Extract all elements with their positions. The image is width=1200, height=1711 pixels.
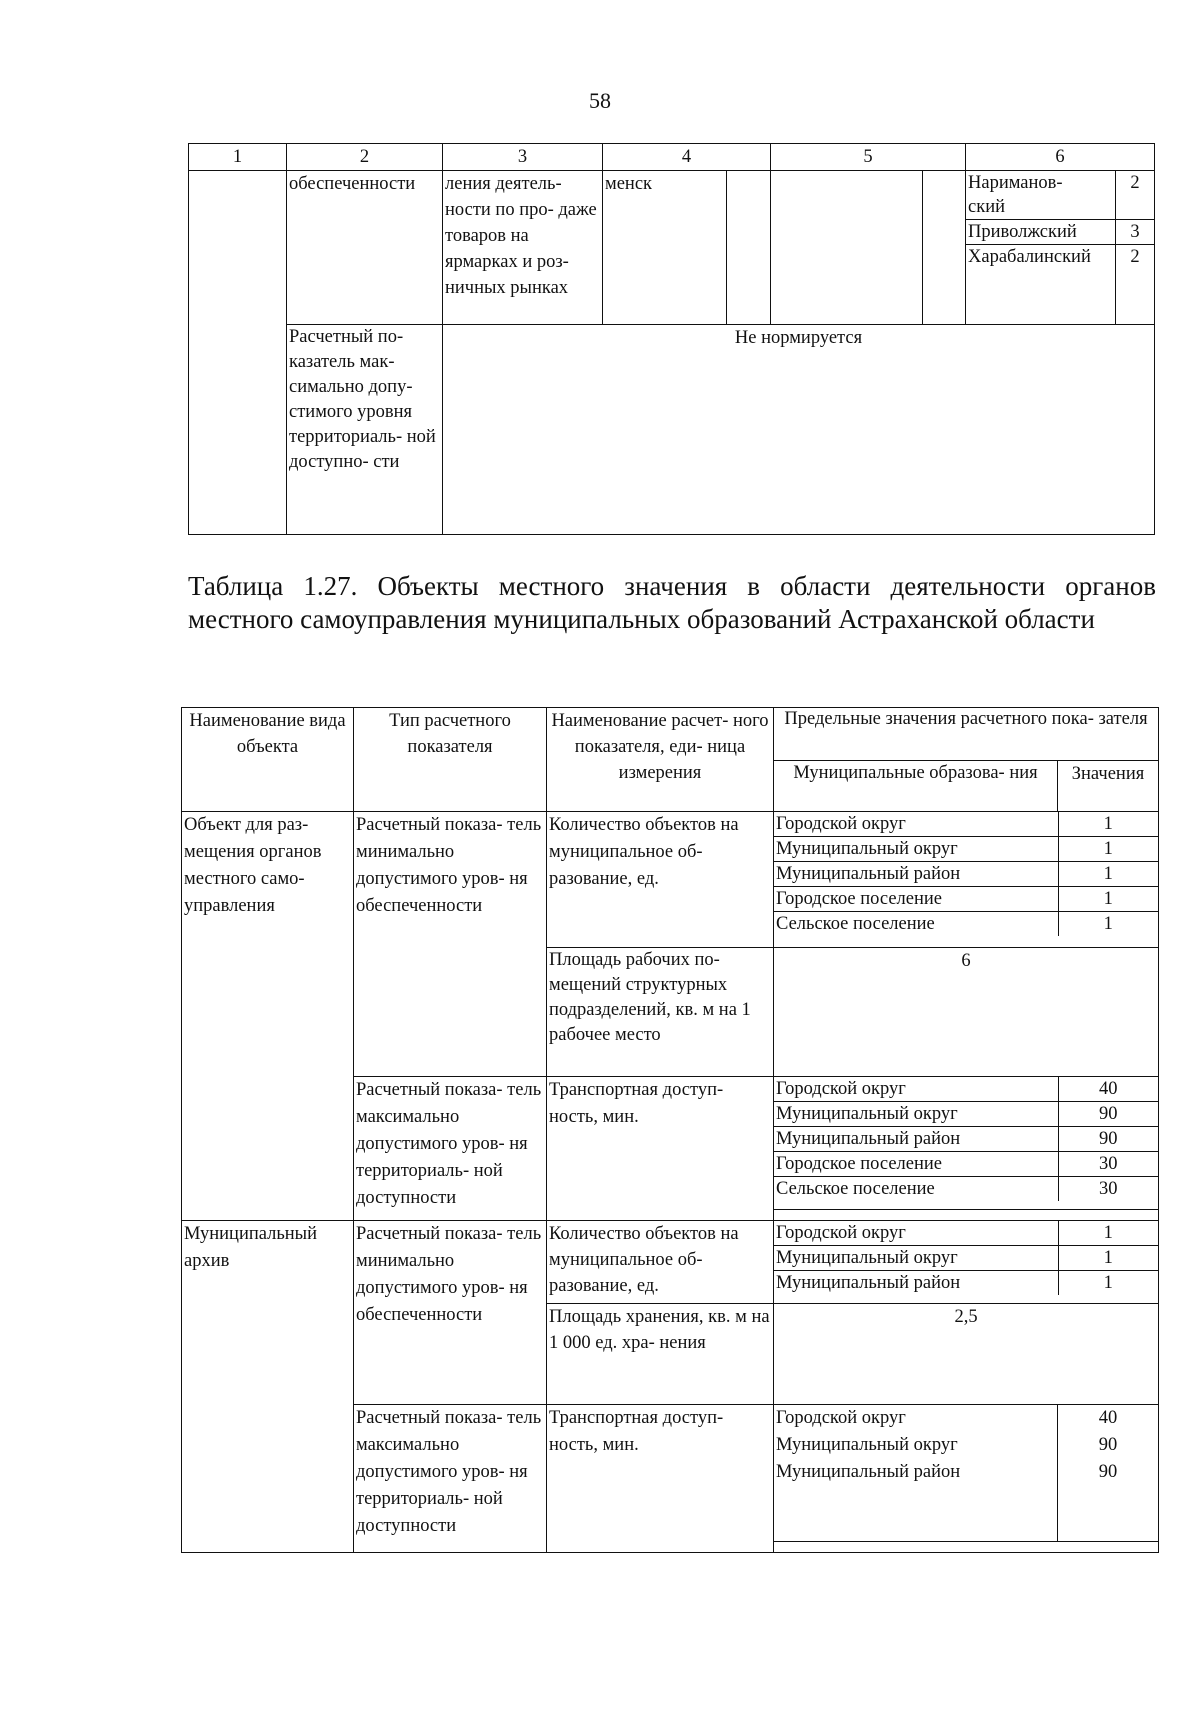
spacer-cell <box>774 1542 1159 1553</box>
cont-row1-col3: ления деятель- ности по про- даже товаров на ярмарках и роз- ничных рынках <box>443 171 603 325</box>
mo-value: 90 <box>1058 1102 1158 1127</box>
sub-value-kharabali: 2 <box>1130 247 1140 267</box>
header-municipal-units: Муниципальные образова- ния <box>774 760 1058 812</box>
mo-label: Муниципальный район <box>776 1462 961 1482</box>
indicator-name-cell: Количество объектов на муниципальное об- разование, ед. <box>547 812 774 948</box>
table-caption: Таблица 1.27. Объекты местного значения в области деятельности органов местного самоуправления муниципальных образований Астраханской области <box>188 571 1156 634</box>
mo-label: Городской округ <box>774 1077 1058 1102</box>
mo-label: Муниципальный район <box>774 862 1058 887</box>
col-number-2: 2 <box>287 144 443 171</box>
table-row <box>774 887 1158 912</box>
page-number: 58 <box>589 88 611 113</box>
header-indicator-name: Наименование расчет- ного показателя, еди- ница измерения <box>547 708 774 812</box>
sub-name-narimanov-1: Нариманов- <box>968 173 1063 193</box>
mo-value: 1 <box>1058 1246 1158 1271</box>
cont-row1-col6-names <box>966 171 1116 325</box>
merged-value-cell: 2,5 <box>774 1304 1159 1405</box>
sub-value-privolzh: 3 <box>1116 220 1154 245</box>
sub-name-privolzh: Приволжский <box>966 220 1115 245</box>
col-number-5: 5 <box>771 144 966 171</box>
mo-value: 40 <box>1058 1077 1158 1102</box>
mo-label: Городское поселение <box>774 1152 1058 1177</box>
not-normed-cell: Не нормируется <box>443 325 1155 535</box>
indicator-type-cell: Расчетный показа- тель минимально допустимого уров- ня обеспеченности <box>354 812 547 1077</box>
mo-label: Муниципальный район <box>774 1127 1058 1152</box>
mo-value: 30 <box>1058 1177 1158 1202</box>
mo-label: Муниципальный округ <box>776 1435 958 1455</box>
value-list-cell <box>1058 1405 1159 1542</box>
table-row <box>774 812 1158 837</box>
mo-value: 1 <box>1058 887 1158 912</box>
object-name-cell: Объект для раз- мещения органов местного само- управления <box>182 812 354 1221</box>
table-row <box>774 1177 1158 1202</box>
table-row <box>774 1102 1158 1127</box>
col-number-4: 4 <box>603 144 771 171</box>
cont-row1-col6-values <box>1116 171 1155 325</box>
spacer-cell <box>774 1210 1159 1221</box>
continuation-table <box>188 143 1155 535</box>
indicator-type-cell: Расчетный показа- тель минимально допустимого уров- ня обеспеченности <box>354 1221 547 1405</box>
mo-value: 40 <box>1098 1408 1118 1428</box>
mo-label: Муниципальный округ <box>774 1102 1058 1127</box>
indicator-name-cell: Количество объектов на муниципальное об- разование, ед. <box>547 1221 774 1304</box>
mo-label: Городской округ <box>774 812 1058 837</box>
mo-value: 90 <box>1058 1127 1158 1152</box>
values-subtable <box>774 1221 1158 1295</box>
sub-name-narimanov-2: ский <box>968 197 1005 217</box>
mo-label: Сельское поселение <box>774 1177 1058 1202</box>
table-row <box>774 1221 1158 1246</box>
table-row <box>774 837 1158 862</box>
sub-value-narimanov: 2 <box>1116 171 1154 220</box>
mo-label: Городской округ <box>776 1408 906 1428</box>
table-row <box>774 912 1158 937</box>
object-name-cell: Муниципальный архив <box>182 1221 354 1553</box>
table-row <box>774 1271 1158 1296</box>
mo-label: Муниципальный район <box>774 1271 1058 1296</box>
mo-label: Городской округ <box>774 1221 1058 1246</box>
header-indicator-type: Тип расчетного показателя <box>354 708 547 812</box>
table-row <box>774 1152 1158 1177</box>
table-row <box>774 862 1158 887</box>
mo-value: 90 <box>1098 1435 1118 1455</box>
col-number-6: 6 <box>966 144 1155 171</box>
mo-value: 90 <box>1098 1462 1118 1482</box>
values-subtable-cell <box>774 1077 1159 1210</box>
mo-label: Городское поселение <box>774 887 1058 912</box>
mo-value: 30 <box>1058 1152 1158 1177</box>
table-row <box>774 1127 1158 1152</box>
table-row <box>774 1077 1158 1102</box>
values-subtable-cell <box>774 1221 1159 1304</box>
mo-value: 1 <box>1058 1221 1158 1246</box>
indicator-type-cell: Расчетный показа- тель максимально допустимого уров- ня территориаль- ной доступности <box>354 1077 547 1221</box>
mo-list-cell <box>774 1405 1058 1542</box>
indicator-name-cell: Транспортная доступ- ность, мин. <box>547 1405 774 1553</box>
indicator-name-cell: Площадь рабочих по- мещений структурных подразделений, кв. м на 1 рабочее место <box>547 948 774 1077</box>
cont-row1-col4b <box>727 171 771 325</box>
mo-value: 1 <box>1058 812 1158 837</box>
sub-name-kharabali: Харабалинский <box>968 247 1091 267</box>
values-subtable-cell <box>774 812 1159 948</box>
col-number-1: 1 <box>189 144 287 171</box>
cont-row1-col2: обеспеченности <box>287 171 443 325</box>
mo-value: 1 <box>1058 862 1158 887</box>
cont-row1-col4: менск <box>603 171 727 325</box>
values-subtable <box>774 1077 1158 1201</box>
cont-row1-col5b <box>923 171 966 325</box>
main-table <box>181 707 1159 1553</box>
col-number-3: 3 <box>443 144 603 171</box>
indicator-type-cell: Расчетный показа- тель максимально допустимого уров- ня территориаль- ной доступности <box>354 1405 547 1553</box>
merged-value-cell: 6 <box>774 948 1159 1077</box>
header-values: Значения <box>1058 760 1159 812</box>
header-object-name: Наименование вида объекта <box>182 708 354 812</box>
table-row <box>774 1246 1158 1271</box>
indicator-name-cell: Транспортная доступ- ность, мин. <box>547 1077 774 1221</box>
indicator-name-cell: Площадь хранения, кв. м на 1 000 ед. хра- нения <box>547 1304 774 1405</box>
mo-value: 1 <box>1058 837 1158 862</box>
cont-row1-col5 <box>771 171 923 325</box>
values-subtable <box>774 812 1158 936</box>
mo-value: 1 <box>1058 1271 1158 1296</box>
mo-label: Сельское поселение <box>774 912 1058 937</box>
mo-value: 1 <box>1058 912 1158 937</box>
cont-row2-col2: Расчетный по- казатель мак- симально допу- стимого уровня территориаль- ной доступно- сти <box>287 325 443 535</box>
mo-label: Муниципальный округ <box>774 837 1058 862</box>
header-limit-values: Предельные значения расчетного пока- зателя <box>774 708 1159 761</box>
col1-empty-cell <box>189 171 287 535</box>
mo-label: Муниципальный округ <box>774 1246 1058 1271</box>
